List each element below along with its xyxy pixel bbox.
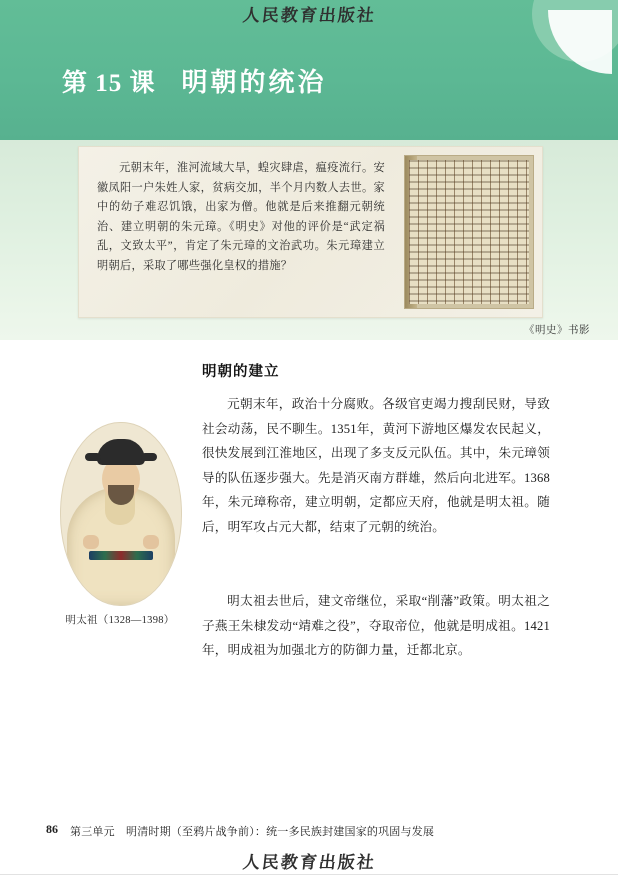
hand-left-shape [83, 535, 99, 549]
hat-wing-left-shape [85, 453, 101, 461]
emperor-portrait-figure [60, 422, 180, 632]
publisher-top-mark-text: 人民教育出版社 [241, 6, 377, 25]
page-title [62, 62, 327, 99]
body-paragraph-1-text: 元朝末年，政治十分腐败。各级官吏竭力搜刮民财，导致社会动荡，民不聊生。1351年，黄河下游地区爆发农民起义，很快发展到江淮地区，出现了多支反元队伍。其中，朱元璋领导的队伍逐步强大。先是消灭南方群雄，然后向北进军。1368年，朱元璋称帝，建立明朝，定都应天府，他就是明太祖。随后，明军攻占元大都，结束了元朝的统治。 [202, 397, 550, 534]
intro-paragraph-text: 元朝末年，淮河流域大旱，蝗灾肆虐，瘟疫流行。安徽凤阳一户朱姓人家，贫病交加，半个月内数人去世。家中的幼子难忍饥饿，出家为僧。他就是后来推翻元朝统治、建立明朝的朱元璋。《明史》对他的评价是“武定祸乱，文致太平”，肯定了朱元璋的文治武功。朱元璋建立明朝后，采取了哪些强化皇权的措施？ [97, 162, 385, 272]
intro-card [78, 146, 543, 318]
publisher-bottom-mark [0, 848, 618, 873]
imperial-hat-shape [97, 439, 145, 465]
mingshi-book-image [404, 155, 534, 309]
page-footer [0, 822, 618, 846]
body-paragraph-2 [202, 589, 550, 663]
body-paragraph-1 [202, 392, 550, 540]
page-header-band [0, 0, 618, 140]
intro-paragraph [97, 159, 385, 277]
portrait-caption: 明太祖（1328—1398） [65, 615, 175, 626]
mingshi-image-caption: 《明史》书影 [524, 325, 590, 336]
hand-right-shape [143, 535, 159, 549]
section-heading: 明朝的建立 [202, 364, 280, 380]
body-paragraph-2-text: 明太祖去世后，建文帝继位，采取“削藩”政策。明太祖之子燕王朱棣发动“靖难之役”，夺取帝位，他就是明成祖。1421年，明成祖为加强北方的防御力量，迁都北京。 [202, 594, 550, 658]
page-number: 86 [46, 822, 58, 836]
intro-section [0, 140, 618, 340]
lesson-title-text: 明朝的统治 [181, 68, 327, 97]
footer-running-title: 第三单元 明清时期（至鸦片战争前）：统一多民族封建国家的巩固与发展 [70, 826, 435, 838]
lesson-number: 第 15 课 [62, 70, 156, 97]
publisher-bottom-mark-text: 人民教育出版社 [241, 853, 377, 872]
hat-wing-right-shape [141, 453, 157, 461]
book-page-texture [409, 160, 529, 304]
jade-belt-shape [89, 551, 153, 560]
emperor-portrait-image [60, 422, 182, 606]
